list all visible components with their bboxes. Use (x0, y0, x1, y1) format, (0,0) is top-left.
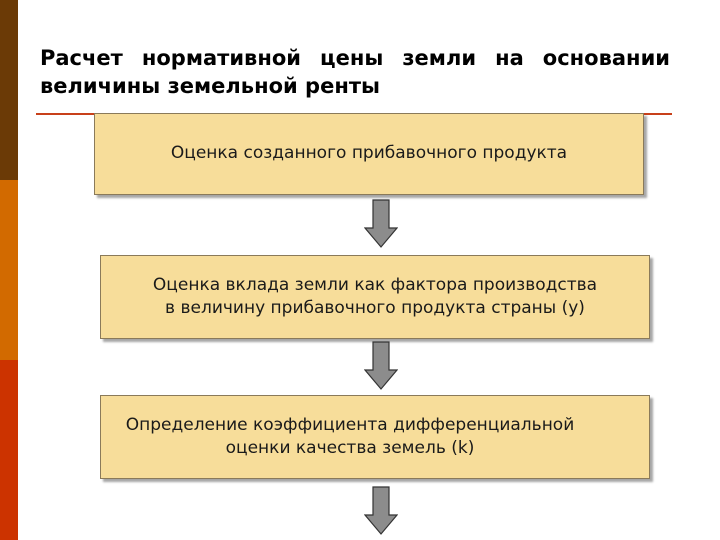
step-1-text: Оценка созданного прибавочного продукта (170, 142, 568, 163)
step-box-2 (100, 255, 650, 339)
side-bar-top (0, 0, 18, 180)
down-arrow-icon (364, 199, 398, 249)
down-arrow-icon (364, 486, 398, 536)
title-rule-left (36, 113, 94, 115)
side-bar-middle (0, 180, 18, 360)
title-line-1: Расчет нормативной цены земли на основании (40, 46, 670, 70)
down-arrow-icon (364, 341, 398, 391)
step-2-text-line-2: в величину прибавочного продукта страны (у) (165, 298, 585, 318)
title-line-2: величины земельной ренты (40, 74, 380, 98)
step-3-text-line-2: оценки качества земель (k) (225, 438, 475, 458)
page-title (40, 44, 670, 100)
step-3-text-line-1: Определение коэффициента дифференциальной (125, 415, 575, 435)
side-bar-bottom (0, 360, 18, 540)
title-rule-right (644, 113, 672, 115)
step-box-1 (94, 113, 644, 195)
step-2-text-line-1: Оценка вклада земли как фактора производства (152, 275, 598, 295)
step-box-3 (100, 395, 650, 479)
